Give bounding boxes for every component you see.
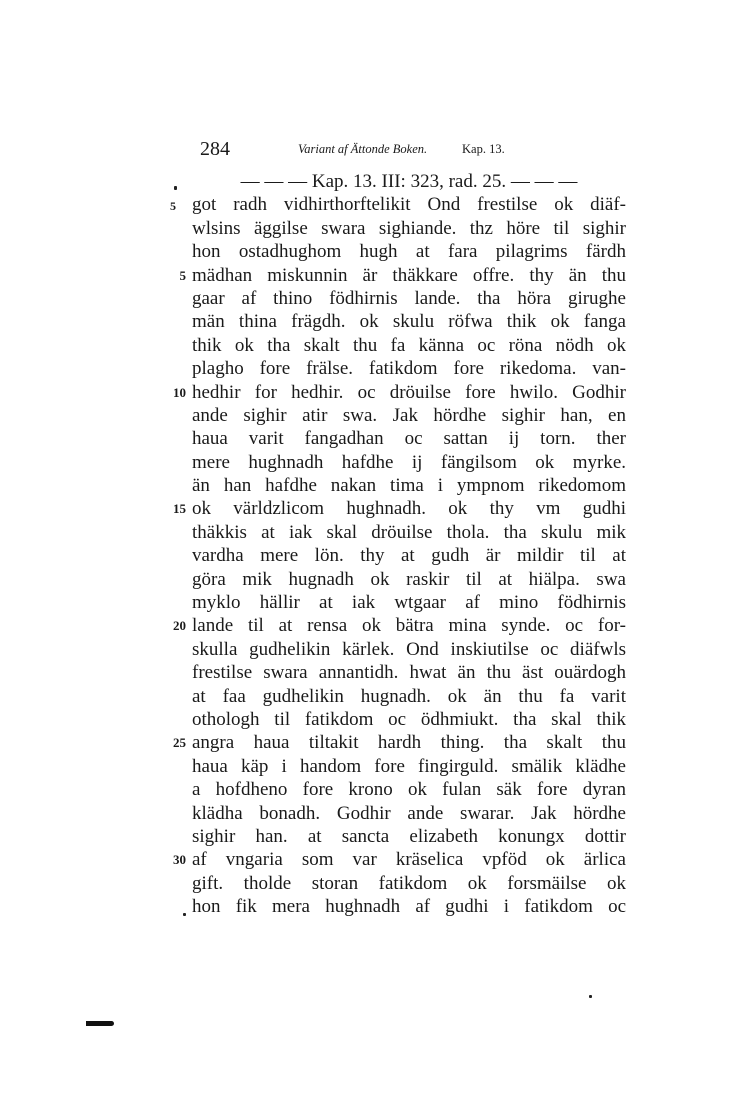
line-text: sighir han. at sancta elizabeth konungx dottir	[192, 825, 626, 847]
text-line	[192, 591, 626, 614]
text-line	[192, 404, 626, 427]
margin-speck	[174, 186, 177, 190]
line-text: othologh til fatikdom oc ödhmiukt. tha skal thik	[192, 708, 626, 730]
line-text: män thina frägdh. ok skulu röfwa thik ok fanga	[192, 311, 626, 333]
page-speck	[589, 995, 592, 998]
text-line	[192, 193, 626, 216]
text-line	[192, 872, 626, 895]
line-text: gaar af thino födhirnis lande. tha höra girughe	[192, 287, 626, 309]
line-text: haua käp i handom fore fingirguld. smälik klädhe	[192, 755, 626, 777]
text-line	[192, 357, 626, 380]
margin-mark: 5	[170, 199, 176, 213]
line-text: gift. tholde storan fatikdom ok forsmäilse ok	[192, 872, 626, 894]
text-line	[192, 240, 626, 263]
text-line	[192, 544, 626, 567]
text-line	[173, 848, 626, 871]
line-number: 25	[173, 735, 186, 751]
line-number: 20	[173, 618, 186, 634]
margin-ink-bar	[86, 1021, 114, 1026]
text-line	[192, 310, 626, 333]
text-line	[173, 614, 626, 637]
text-line	[192, 895, 626, 918]
line-text: af vngaria som var kräselica vpföd ok ärlica	[192, 849, 626, 871]
line-number: 10	[173, 384, 186, 400]
line-text: ande sighir atir swa. Jak hördhe sighir han, en	[192, 404, 626, 426]
text-line	[192, 802, 626, 825]
text-line	[192, 451, 626, 474]
text-line	[192, 287, 626, 310]
line-text: hedhir for hedhir. oc dröuilse fore hwilo. Godhir	[192, 381, 626, 403]
line-text: thik ok tha skalt thu fa känna oc röna nödh ok	[192, 334, 626, 356]
line-text: skulla gudhelikin kärlek. Ond inskiutilse oc diäfwls	[192, 638, 626, 660]
line-number: 30	[173, 852, 186, 868]
text-line	[192, 427, 626, 450]
line-text: än han hafdhe nakan tima i ympnom rikedomom	[192, 475, 626, 497]
line-text: a hofdheno fore krono ok fulan säk fore dyran	[192, 779, 626, 801]
text-line	[192, 474, 626, 497]
line-text: plagho fore frälse. fatikdom fore rikedoma. van-	[192, 358, 626, 380]
text-line	[192, 825, 626, 848]
line-text: klädha bonadh. Godhir ande swarar. Jak hördhe	[192, 802, 626, 824]
line-text: frestilse swara annantidh. hwat än thu äst ouärdogh	[192, 662, 626, 684]
text-line	[179, 264, 626, 287]
line-text: hon ostadhughom hugh at fara pilagrims färdh	[192, 241, 626, 263]
running-chapter: Kap. 13.	[462, 142, 505, 156]
text-line	[173, 731, 626, 754]
line-text: ok världzlicom hughnadh. ok thy vm gudhi	[192, 498, 626, 520]
text-line	[192, 334, 626, 357]
line-text: — — — Kap. 13. III: 323, rad. 25. — — —	[240, 171, 578, 192]
text-line	[192, 685, 626, 708]
line-text: mere hughnadh hafdhe ij fängilsom ok myrke.	[192, 451, 626, 473]
text-block	[173, 170, 626, 919]
line-text: angra haua tiltakit hardh thing. tha skalt thu	[192, 732, 626, 754]
line-text: at faa gudhelikin hugnadh. ok än thu fa varit	[192, 685, 626, 707]
text-line	[173, 381, 626, 404]
page-number: 284	[200, 138, 230, 160]
page-header	[200, 138, 630, 164]
text-line	[192, 755, 626, 778]
line-text: haua varit fangadhan oc sattan ij torn. ther	[192, 428, 626, 450]
text-line	[192, 568, 626, 591]
text-line	[192, 661, 626, 684]
line-text: got radh vidhirthorftelikit Ond frestilse ok diäf-	[192, 194, 626, 216]
text-line	[192, 217, 626, 240]
line-text: myklo hällir at iak wtgaar af mino födhirnis	[192, 592, 626, 614]
line-text: lande til at rensa ok bätra mina synde. oc for-	[192, 615, 626, 637]
line-text: göra mik hugnadh ok raskir til at hiälpa. swa	[192, 568, 626, 590]
margin-speck	[183, 913, 186, 916]
line-number: 15	[173, 501, 186, 517]
running-title: Variant af Ättonde Boken.	[298, 142, 428, 156]
text-line	[173, 497, 626, 520]
chapter-heading	[192, 170, 626, 193]
line-text: hon fik mera hughnadh af gudhi i fatikdom oc	[192, 896, 626, 918]
line-number: 5	[179, 267, 186, 283]
line-text: vardha mere lön. thy at gudh är mildir til at	[192, 545, 626, 567]
text-line	[192, 778, 626, 801]
text-line	[192, 638, 626, 661]
text-line	[192, 708, 626, 731]
line-text: mädhan miskunnin är thäkkare offre. thy än thu	[192, 264, 626, 286]
line-text: wlsins äggilse swara sighiande. thz höre til sighir	[192, 217, 626, 239]
line-text: thäkkis at iak skal dröuilse thola. tha skulu mik	[192, 521, 626, 543]
text-line	[192, 521, 626, 544]
